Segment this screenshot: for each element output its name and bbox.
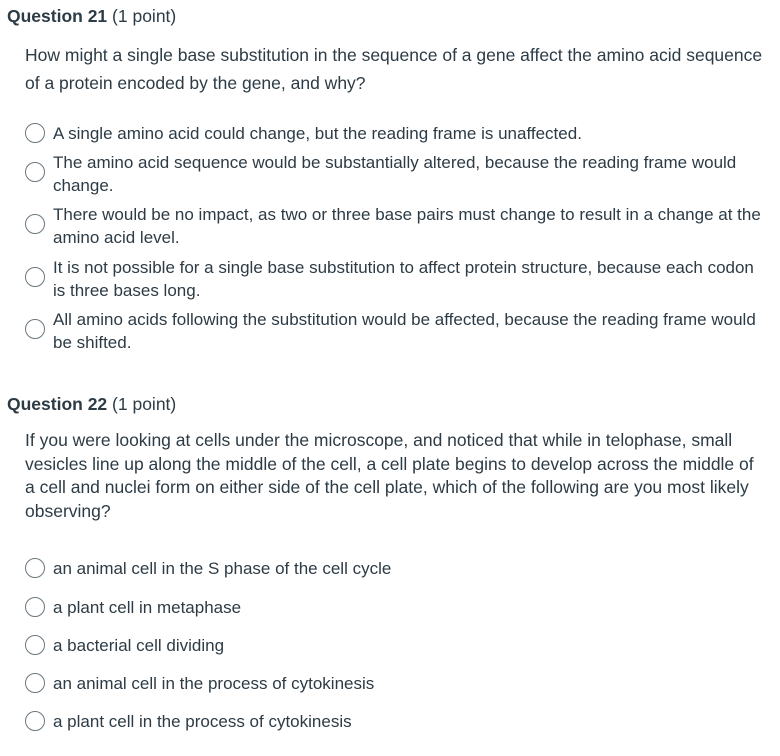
radio-button[interactable] xyxy=(25,597,45,617)
answer-label: an animal cell in the S phase of the cell cycle xyxy=(53,559,392,578)
answer-option[interactable] xyxy=(25,151,765,197)
question-points: (1 point) xyxy=(112,6,177,26)
answer-option[interactable] xyxy=(25,203,765,249)
answer-option[interactable] xyxy=(25,557,765,580)
answer-label: A single amino acid could change, but the reading frame is unaffected. xyxy=(53,124,582,143)
question-points: (1 point) xyxy=(112,394,177,414)
answer-option[interactable] xyxy=(25,672,765,695)
answer-option[interactable] xyxy=(25,256,765,302)
answer-label: a plant cell in the process of cytokinesis xyxy=(53,712,352,731)
radio-button[interactable] xyxy=(25,214,45,234)
answer-option[interactable] xyxy=(25,308,765,354)
answer-label: a plant cell in metaphase xyxy=(53,598,242,617)
question-title: Question 21 xyxy=(7,6,108,26)
answer-option[interactable] xyxy=(25,122,765,145)
answer-label: It is not possible for a single base substitution to affect protein structure, because each codon is three bases long. xyxy=(53,258,754,300)
answer-label: a bacterial cell dividing xyxy=(53,636,225,655)
question-prompt: How might a single base substitution in the sequence of a gene affect the amino acid sequence of a protein encoded by the gene, and why? xyxy=(25,45,763,93)
question-prompt: If you were looking at cells under the microscope, and noticed that while in telophase, small vesicles line up along the middle of the cell, a cell plate begins to develop across the middle of a cell and nuclei form on either side of the cell plate, which of the following are you most likely observing? xyxy=(25,430,754,521)
question-header xyxy=(7,5,176,27)
answer-option[interactable] xyxy=(25,634,765,657)
answer-label: an animal cell in the process of cytokinesis xyxy=(53,674,375,693)
answer-option[interactable] xyxy=(25,596,765,619)
question-title: Question 22 xyxy=(7,394,108,414)
radio-button[interactable] xyxy=(25,711,45,731)
question-header xyxy=(7,393,176,415)
answer-label: All amino acids following the substitution would be affected, because the reading frame would be shifted. xyxy=(53,310,756,352)
radio-button[interactable] xyxy=(25,267,45,287)
radio-button[interactable] xyxy=(25,123,45,143)
answer-label: The amino acid sequence would be substantially altered, because the reading frame would change. xyxy=(53,153,737,195)
radio-button[interactable] xyxy=(25,558,45,578)
answer-label: There would be no impact, as two or three base pairs must change to result in a change at the amino acid level. xyxy=(53,205,761,247)
radio-button[interactable] xyxy=(25,673,45,693)
radio-button[interactable] xyxy=(25,162,45,182)
radio-button[interactable] xyxy=(25,635,45,655)
answer-option[interactable] xyxy=(25,710,765,733)
radio-button[interactable] xyxy=(25,319,45,339)
